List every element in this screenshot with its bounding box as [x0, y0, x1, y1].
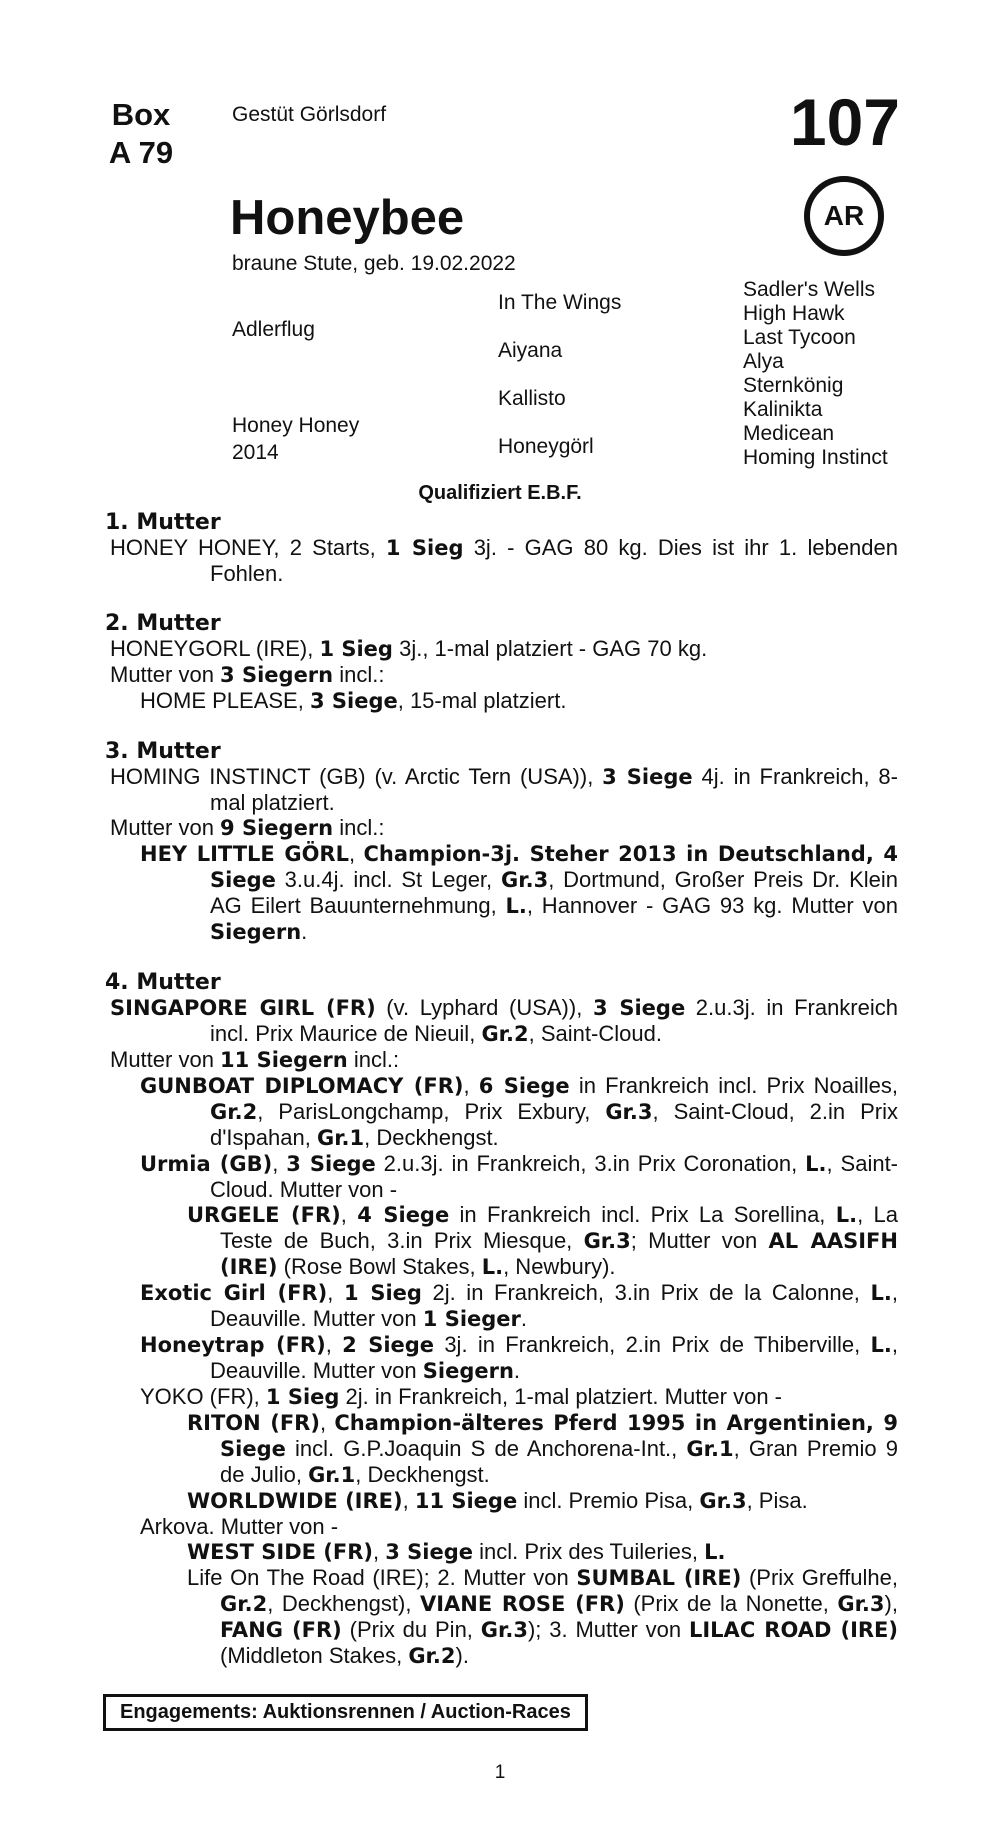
text-run: incl. Premio Pisa, [517, 1488, 700, 1513]
pedigree-gg-2: High Hawk [743, 302, 845, 325]
bold-text: VIANE ROSE (FR) [419, 1592, 625, 1616]
text-run: . [513, 1358, 521, 1383]
pedigree-entry [105, 1539, 898, 1565]
lot-number: 107 [789, 85, 900, 159]
bold-text: 4 Siege [357, 1203, 450, 1227]
pedigree-entry [105, 1332, 898, 1384]
mutter-section [105, 739, 898, 945]
text-run: , Deckhengst. [364, 1125, 499, 1150]
bold-text: Gr.1 [308, 1463, 356, 1487]
bold-text: 1 Sieg [319, 637, 393, 661]
bold-text: 3 Siege [286, 1152, 376, 1176]
pedigree-gg-5: Sternkönig [743, 374, 844, 397]
pedigree-entry [105, 1151, 898, 1202]
bold-text: Champion-älteres Pferd 1995 in Argentinien, 9 Siege [220, 1411, 898, 1461]
bold-text: Gr.1 [686, 1437, 734, 1461]
text-run: 3.u.4j. incl. St Leger, [275, 867, 501, 892]
text-run: , Gran Premio 9 de Julio, [220, 1436, 898, 1487]
stud-name: Gestüt Görlsdorf [232, 103, 387, 126]
family-sections [105, 510, 898, 1694]
bold-text: Urmia (GB) [140, 1152, 273, 1176]
qualification: Qualifiziert E.B.F. [418, 482, 582, 504]
pedigree-entry [105, 1073, 898, 1151]
bold-text: Gr.2 [220, 1592, 268, 1616]
text-run: incl.: [333, 662, 385, 687]
text-run: Life On The Road (IRE); 2. Mutter von [187, 1565, 577, 1590]
pedigree-entry [105, 1488, 898, 1514]
text-run: incl. Prix des Tuileries, [473, 1539, 705, 1564]
text-run: (Prix Greffulhe, [741, 1565, 898, 1590]
pedigree-entry [105, 688, 898, 714]
bold-text: URGELE (FR) [187, 1203, 341, 1227]
pedigree-entry [105, 662, 898, 688]
pedigree-entry [105, 1384, 898, 1410]
pedigree-gg-6: Kalinikta [743, 398, 823, 421]
pedigree-entry [105, 636, 898, 662]
text-run: , Pisa. [746, 1488, 808, 1513]
bold-text: 6 Siege [478, 1074, 570, 1098]
pedigree-entry [105, 995, 898, 1047]
text-run: , [349, 841, 364, 866]
bold-text: Gr.2 [210, 1100, 258, 1124]
text-run: . [301, 919, 308, 944]
text-run: , Dortmund, Großer Preis Dr. Klein AG Eilert Bauunternehmung, [210, 867, 898, 918]
text-run: Mutter von [110, 1047, 221, 1072]
text-run: YOKO (FR), [140, 1384, 266, 1409]
text-run: ); 3. Mutter von [527, 1617, 689, 1642]
section-title: 3. Mutter [105, 739, 221, 764]
text-run: 2.u.3j. in Frankreich incl. Prix Maurice de Nieuil, [210, 995, 898, 1046]
text-run: Mutter von [110, 662, 221, 687]
bold-text: 3 Siege [309, 689, 398, 713]
bold-text: Gr.3 [480, 1618, 528, 1642]
pedigree-sire-sire: In The Wings [498, 291, 622, 314]
pedigree-entry [105, 1280, 898, 1332]
bold-text: 1 Sieg [343, 1281, 422, 1305]
bold-text: SINGAPORE GIRL (FR) [110, 996, 376, 1020]
text-run: 2.u.3j. in Frankreich, 3.in Prix Coronation, [375, 1151, 806, 1176]
text-run: , Deckhengst. [355, 1462, 490, 1487]
text-run: 2j. in Frankreich, 3.in Prix de la Calonne, [421, 1280, 871, 1305]
pedigree-entry [105, 1047, 898, 1073]
bold-text: AL AASIFH (IRE) [220, 1229, 898, 1279]
text-run: incl. G.P.Joaquin S de Anchorena-Int., [285, 1436, 687, 1461]
pedigree-entry [105, 1514, 898, 1539]
section-title: 4. Mutter [105, 970, 221, 995]
bold-text: 11 Siegern [220, 1048, 348, 1072]
bold-text: 1 Sieger [422, 1307, 521, 1331]
box-label [104, 96, 178, 172]
text-run: , [340, 1202, 358, 1227]
text-run: , Deckhengst), [267, 1591, 420, 1616]
pedigree-entry [105, 815, 898, 841]
pedigree-entry [105, 841, 898, 945]
bold-text: SUMBAL (IRE) [576, 1566, 742, 1590]
pedigree-dam-year: 2014 [232, 441, 279, 464]
bold-text: 2 Siege [342, 1333, 435, 1357]
bold-text: Gr.3 [501, 868, 549, 892]
text-run: , Saint-Cloud, 2.in Prix d'Ispahan, [210, 1099, 899, 1150]
text-run: ). [455, 1643, 469, 1668]
ar-badge [804, 176, 884, 256]
text-run: ; Mutter von [630, 1228, 769, 1253]
horse-description: braune Stute, geb. 19.02.2022 [232, 252, 516, 275]
bold-text: Champion-3j. Steher 2013 in Deutschland, 4 Siege [210, 842, 898, 892]
text-run: , [272, 1151, 287, 1176]
text-run: 2j. in Frankreich, 1-mal platziert. Mutter von - [339, 1384, 783, 1409]
text-run: ), [884, 1591, 898, 1616]
text-run: (Prix du Pin, [341, 1617, 481, 1642]
bold-text: 3 Siegern [220, 663, 334, 687]
box-number: A 79 [108, 135, 174, 170]
bold-text: 3 Siege [602, 765, 693, 789]
pedigree-gg-8: Homing Instinct [743, 446, 888, 469]
section-title: 1. Mutter [105, 510, 221, 535]
pedigree-gg-4: Alya [743, 350, 784, 373]
text-run: HONEY HONEY, 2 Starts, [110, 535, 386, 560]
pedigree-entry [105, 1565, 898, 1669]
pedigree-dam-sire: Kallisto [498, 387, 566, 410]
text-run: incl.: [333, 815, 385, 840]
bold-text: Gr.2 [408, 1644, 456, 1668]
text-run: , Newbury). [503, 1254, 616, 1279]
text-run: , [325, 1332, 343, 1357]
bold-text: Gr.3 [583, 1229, 631, 1253]
pedigree-gg-1: Sadler's Wells [743, 278, 875, 301]
bold-text: L. [481, 1255, 504, 1279]
bold-text: 3 Siege [385, 1540, 474, 1564]
text-run: 3j. - GAG 80 kg. Dies ist ihr 1. lebenden Fohlen. [210, 535, 898, 586]
bold-text: Gr.1 [316, 1126, 365, 1150]
text-run: , 15-mal platziert. [397, 688, 567, 713]
pedigree-entry [105, 764, 898, 815]
box-title: Box [111, 97, 171, 132]
bold-text: RITON (FR) [187, 1411, 320, 1435]
bold-text: L. [870, 1333, 892, 1357]
text-run: HOMING INSTINCT (GB) (v. Arctic Tern (USA)), [110, 764, 603, 789]
bold-text: Honeytrap (FR) [140, 1333, 326, 1357]
pedigree-dam-dam: Honeygörl [498, 435, 594, 458]
text-run: 3j. in Frankreich, 2.in Prix de Thiberville, [434, 1332, 871, 1357]
text-run: , Deauville. Mutter von [210, 1280, 898, 1331]
page-number: 1 [494, 1762, 506, 1783]
pedigree-entry [105, 1202, 898, 1280]
text-run: , La Teste de Buch, 3.in Prix Miesque, [220, 1202, 899, 1253]
text-run: , ParisLongchamp, Prix Exbury, [257, 1099, 606, 1124]
mutter-section [105, 510, 898, 586]
bold-text: 3 Siege [592, 996, 686, 1020]
engagements-box: Engagements: Auktionsrennen / Auction-Races [103, 1694, 588, 1731]
bold-text: L. [505, 894, 527, 918]
text-run: incl.: [347, 1047, 400, 1072]
bold-text: WEST SIDE (FR) [187, 1540, 374, 1564]
bold-text: LILAC ROAD (IRE) [688, 1618, 898, 1642]
text-run: 4j. in Frankreich, 8-mal platziert. [210, 764, 898, 815]
text-run: , Deauville. Mutter von [210, 1332, 898, 1383]
bold-text: L. [704, 1540, 726, 1564]
bold-text: L. [805, 1152, 827, 1176]
bold-text: Gr.3 [605, 1100, 653, 1124]
text-run: , [463, 1073, 479, 1098]
bold-text: GUNBOAT DIPLOMACY (FR) [140, 1074, 464, 1098]
text-run: HOME PLEASE, [140, 688, 310, 713]
bold-text: HEY LITTLE GÖRL [140, 842, 349, 866]
bold-text: L. [870, 1281, 892, 1305]
text-run: , [327, 1280, 344, 1305]
bold-text: Exotic Girl (FR) [140, 1281, 328, 1305]
text-run: (Prix de la Nonette, [624, 1591, 838, 1616]
pedigree-entry [105, 1410, 898, 1488]
bold-text: L. [835, 1203, 858, 1227]
bold-text: Siegern [422, 1359, 514, 1383]
text-run: in Frankreich incl. Prix La Sorellina, [449, 1202, 836, 1227]
pedigree-gg-7: Medicean [743, 422, 835, 445]
mutter-section [105, 611, 898, 714]
bold-text: 9 Siegern [220, 816, 334, 840]
text-run: Arkova. Mutter von - [140, 1514, 339, 1539]
bold-text: WORLDWIDE (IRE) [187, 1489, 403, 1513]
bold-text: Gr.3 [837, 1592, 885, 1616]
bold-text: Gr.3 [699, 1489, 747, 1513]
pedigree-entry [105, 535, 898, 586]
bold-text: Gr.2 [481, 1022, 529, 1046]
text-run: , Saint-Cloud. Mutter von - [210, 1151, 899, 1202]
pedigree-great-grandparents [743, 278, 888, 470]
mutter-section [105, 970, 898, 1669]
text-run: , [319, 1410, 335, 1435]
horse-name: Honeybee [230, 191, 465, 245]
text-run: , Hannover - GAG 93 kg. Mutter von [526, 893, 898, 918]
bold-text: 1 Sieg [385, 536, 464, 560]
text-run: Mutter von [110, 815, 221, 840]
text-run: , [373, 1539, 386, 1564]
pedigree-sire: Adlerflug [232, 318, 315, 341]
pedigree-sire-dam: Aiyana [498, 339, 563, 362]
text-run: in Frankreich incl. Prix Noailles, [569, 1073, 899, 1098]
text-run: (Rose Bowl Stakes, [277, 1254, 482, 1279]
bold-text: FANG (FR) [220, 1618, 342, 1642]
text-run: . [520, 1306, 528, 1331]
pedigree-gg-3: Last Tycoon [743, 326, 856, 349]
bold-text: Siegern [210, 920, 302, 944]
text-run: , Saint-Cloud. [528, 1021, 662, 1046]
text-run: 3j., 1-mal platziert - GAG 70 kg. [392, 636, 708, 661]
text-run: (v. Lyphard (USA)), [375, 995, 593, 1020]
pedigree-dam: Honey Honey [232, 414, 360, 437]
text-run: (Middleton Stakes, [220, 1643, 409, 1668]
bold-text: 1 Sieg [265, 1385, 340, 1409]
ar-badge-text: AR [823, 200, 865, 231]
bold-text: 11 Siege [414, 1489, 518, 1513]
section-title: 2. Mutter [105, 611, 221, 636]
text-run: , [402, 1488, 415, 1513]
text-run: HONEYGORL (IRE), [110, 636, 320, 661]
